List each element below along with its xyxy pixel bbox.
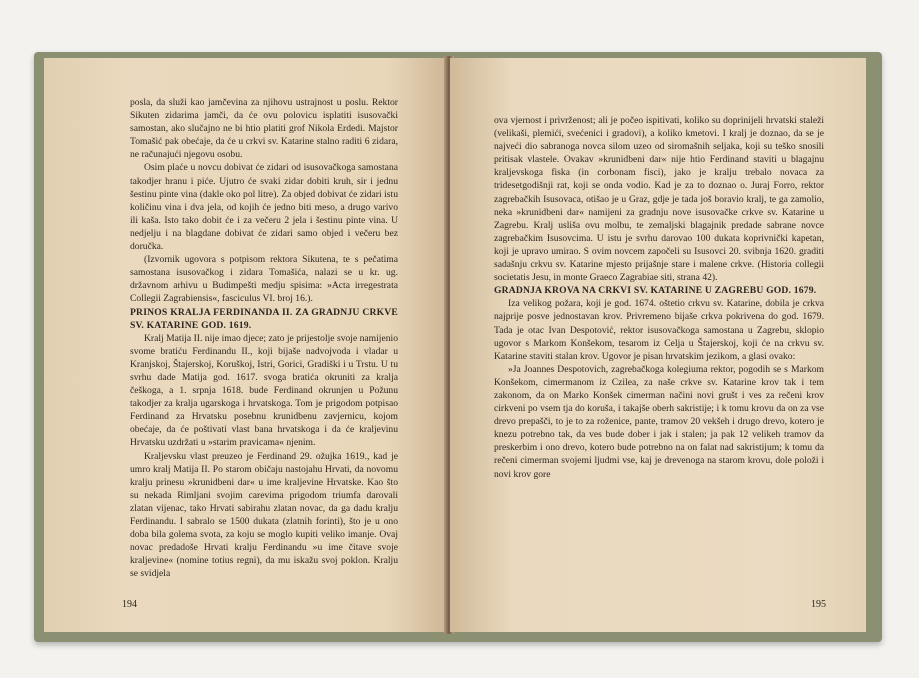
paragraph: Kraljevsku vlast preuzeo je Ferdinand 29. ožujka 1619., kad je umro kralj Matija II. Po starom običaju nastojahu Hrvati, da novomu kralju prinesu »krunidbeni dar« u ime kraljevine Hrvatske. Kao što su nekada Rimljani svojim carevima prigodom triumfa darovali zlatan vijenac, tako Hrvati sabirahu zlatan novac, da ga dadu kralju Ferdinandu. I sabralo se 1500 dukata (zlatnih forinti), što je u ono doba bila golema svota, za koju se moglo kupiti veliko imanje. Ovaj novac predadoše Hrvati kralju Ferdinandu »u ime čitave svoje kraljevine« (nomine totius regni), da mu iskažu svoj poklon. Kralju se svidjela	[130, 450, 398, 580]
page-number: 194	[122, 599, 137, 610]
paragraph: posla, da služi kao jamčevina za njihovu ustrajnost u poslu. Rektor Sikuten zidarima jamči, da će ovu polovicu isplatiti isusovački samostan, ako slučajno ne bi htio platiti grof Nikola Erdedi. Majstor Tomašić pak obećaje, da će u crkvi sv. Katarine stalno raditi 6 zidara, ne računajući njegovu osobu.	[130, 97, 398, 161]
left-page	[44, 58, 448, 632]
paragraph: (Izvornik ugovora s potpisom rektora Sikutena, te s pečatima samostana isusovačkog i zidara Tomašića, nalazi se u kr. ug. državnom arhivu u Budimpešti medju spisima: »Acta irregestrata Collegii Zagrabiensis«, fasciculus VI. broj 16.).	[130, 254, 398, 305]
paragraph: »Ja Joannes Despotovich, zagrebačkoga kolegiuma rektor, pogodih se s Markom Konšekom, cimermanom iz Czilea, za naše crkve sv. Katarine krov tak i tem zakonom, da on Marko Konšek cimerman načini novi grušt i ves za rečeni krov cirkveni po vsem tja do koruša, i takajše oberh sakristije; i k tomu krovu da on za vse drevo prepašči, to je to za roženice, pante, tramov 20 vekšeh i drugo drevo, kotero je knezu potrebno tak, da ves bude dober i jak i stalen; ja pak 12 velikeh tramov da preskerbim i ono drevo, kotero bude potrebno na on falat nad sakristijum; k tomu da rečeni cimerman svojemi ljudmi vse, kaj je drevenoga na starom krovu, dole položi i novi krov gore	[494, 363, 824, 480]
paragraph: Iza velikog požara, koji je god. 1674. oštetio crkvu sv. Katarine, dobila je crkva najprije posve jednostavan krov. Privremeno bijaše crkva pokrivena do god. 1679. Tada je otac Ivan Despotović, rektor isusovačkoga samostana u Zagrebu, sklopio ugovor s Markom Konšekom, tesarom iz Celja u Štajerskoj, koji će na crkvu sv. Katarine staviti stalan krov. Ugovor je pisan hrvatskim jezikom, a glasi ovako:	[494, 298, 824, 362]
section-heading: GRADNJA KROVA NA CRKVI SV. KATARINE U ZAGREBU GOD. 1679.	[494, 285, 817, 297]
paragraph: ova vjernost i privrženost; ali je počeo ispitivati, koliko su doprinijeli hrvatski staleži (velikaši, plemići, svećenici i gradovi), a koliko kmetovi. I kralj je doznao, da se je najveći dio sabranoga novca silom uzeo od siromašnih seljaka, koji su teško snosili pritisak vlastele. Ovakav »krunidbeni dar« nije htio Ferdinand staviti u blagajnu kraljevskoga fiska (in corbonam fisci), jako je kralju trebalo novaca za tridesetgodišnji rat, koji se onda vodio. Kad je za to doznao o. Juraj Forro, rektor zagrebačkih Isusovaca, otišao je u Graz, gdje je tada još boravio kralj, te ga zamolio, neka »krunidbeni dar« namijeni za gradnju nove isusovačke crkve sv. Katarine u Zagrebu. Kralj usliša ovu molbu, te zemaljski blagajnik predade sabrane novce zagrebačkim Isusovcima. U istu je svrhu darovao 100 dukata koprivnički kapetan, koji je upravo umirao. S ovim novcem započeli su Isusovci 20. svibnja 1620. graditi sadašnju crkvu sv. Katarine mjesto prijašnje stare i malene crkve. (Historia collegii societatis Jesu, in monte Graeco Zagrabiae siti, strana 42).	[494, 115, 824, 284]
page-number: 195	[811, 599, 826, 610]
paragraph: Osim plaće u novcu dobivat će zidari od isusovačkoga samostana takodjer hranu i piće. Ujutro će svaki zidar dobiti kruh, sir i jednu šestinu pinte vina (dakle oko pol litre). Za objed dobivat će zidari istu količinu vina i dva jela, od kojih će jedno biti meso, a drugo varivo ili kaša. Isto tako dobit će i za večeru 2 jela i šestinu pinte vina. U nedjelju i na blagdane dobivat će zidari samo objed i večeru bez doručka.	[130, 162, 398, 253]
right-page	[450, 58, 866, 632]
section-heading: PRINOS KRALJA FERDINANDA II. ZA GRADNJU CRKVE SV. KATARINE GOD. 1619.	[130, 306, 398, 331]
paragraph: Kralj Matija II. nije imao djece; zato je prijestolje svoje namijenio svome bratiću Ferdinandu II., koji bijaše nadvojvoda i vladar u Kranjskoj, Štajerskoj, Koruškoj, Istri, Gorici, Gradiški i u Trstu. U tu svrhu dade Matija god. 1617. svoga bratića okruniti za kralja češkoga, a 1. srpnja 1618. bude Ferdinand okrunjen u Požunu takodjer za kralja ugarskoga i hrvatskoga. Tom je prigodom potpisao Ferdinand za Hrvatsku posebnu krunidbenu zavjernicu, kojom obećaje, da će poštivati vlast bana hrvatskoga i da će kraljevinu Hrvatsku uzdržati u »starim pravicama« njenim.	[130, 332, 398, 449]
